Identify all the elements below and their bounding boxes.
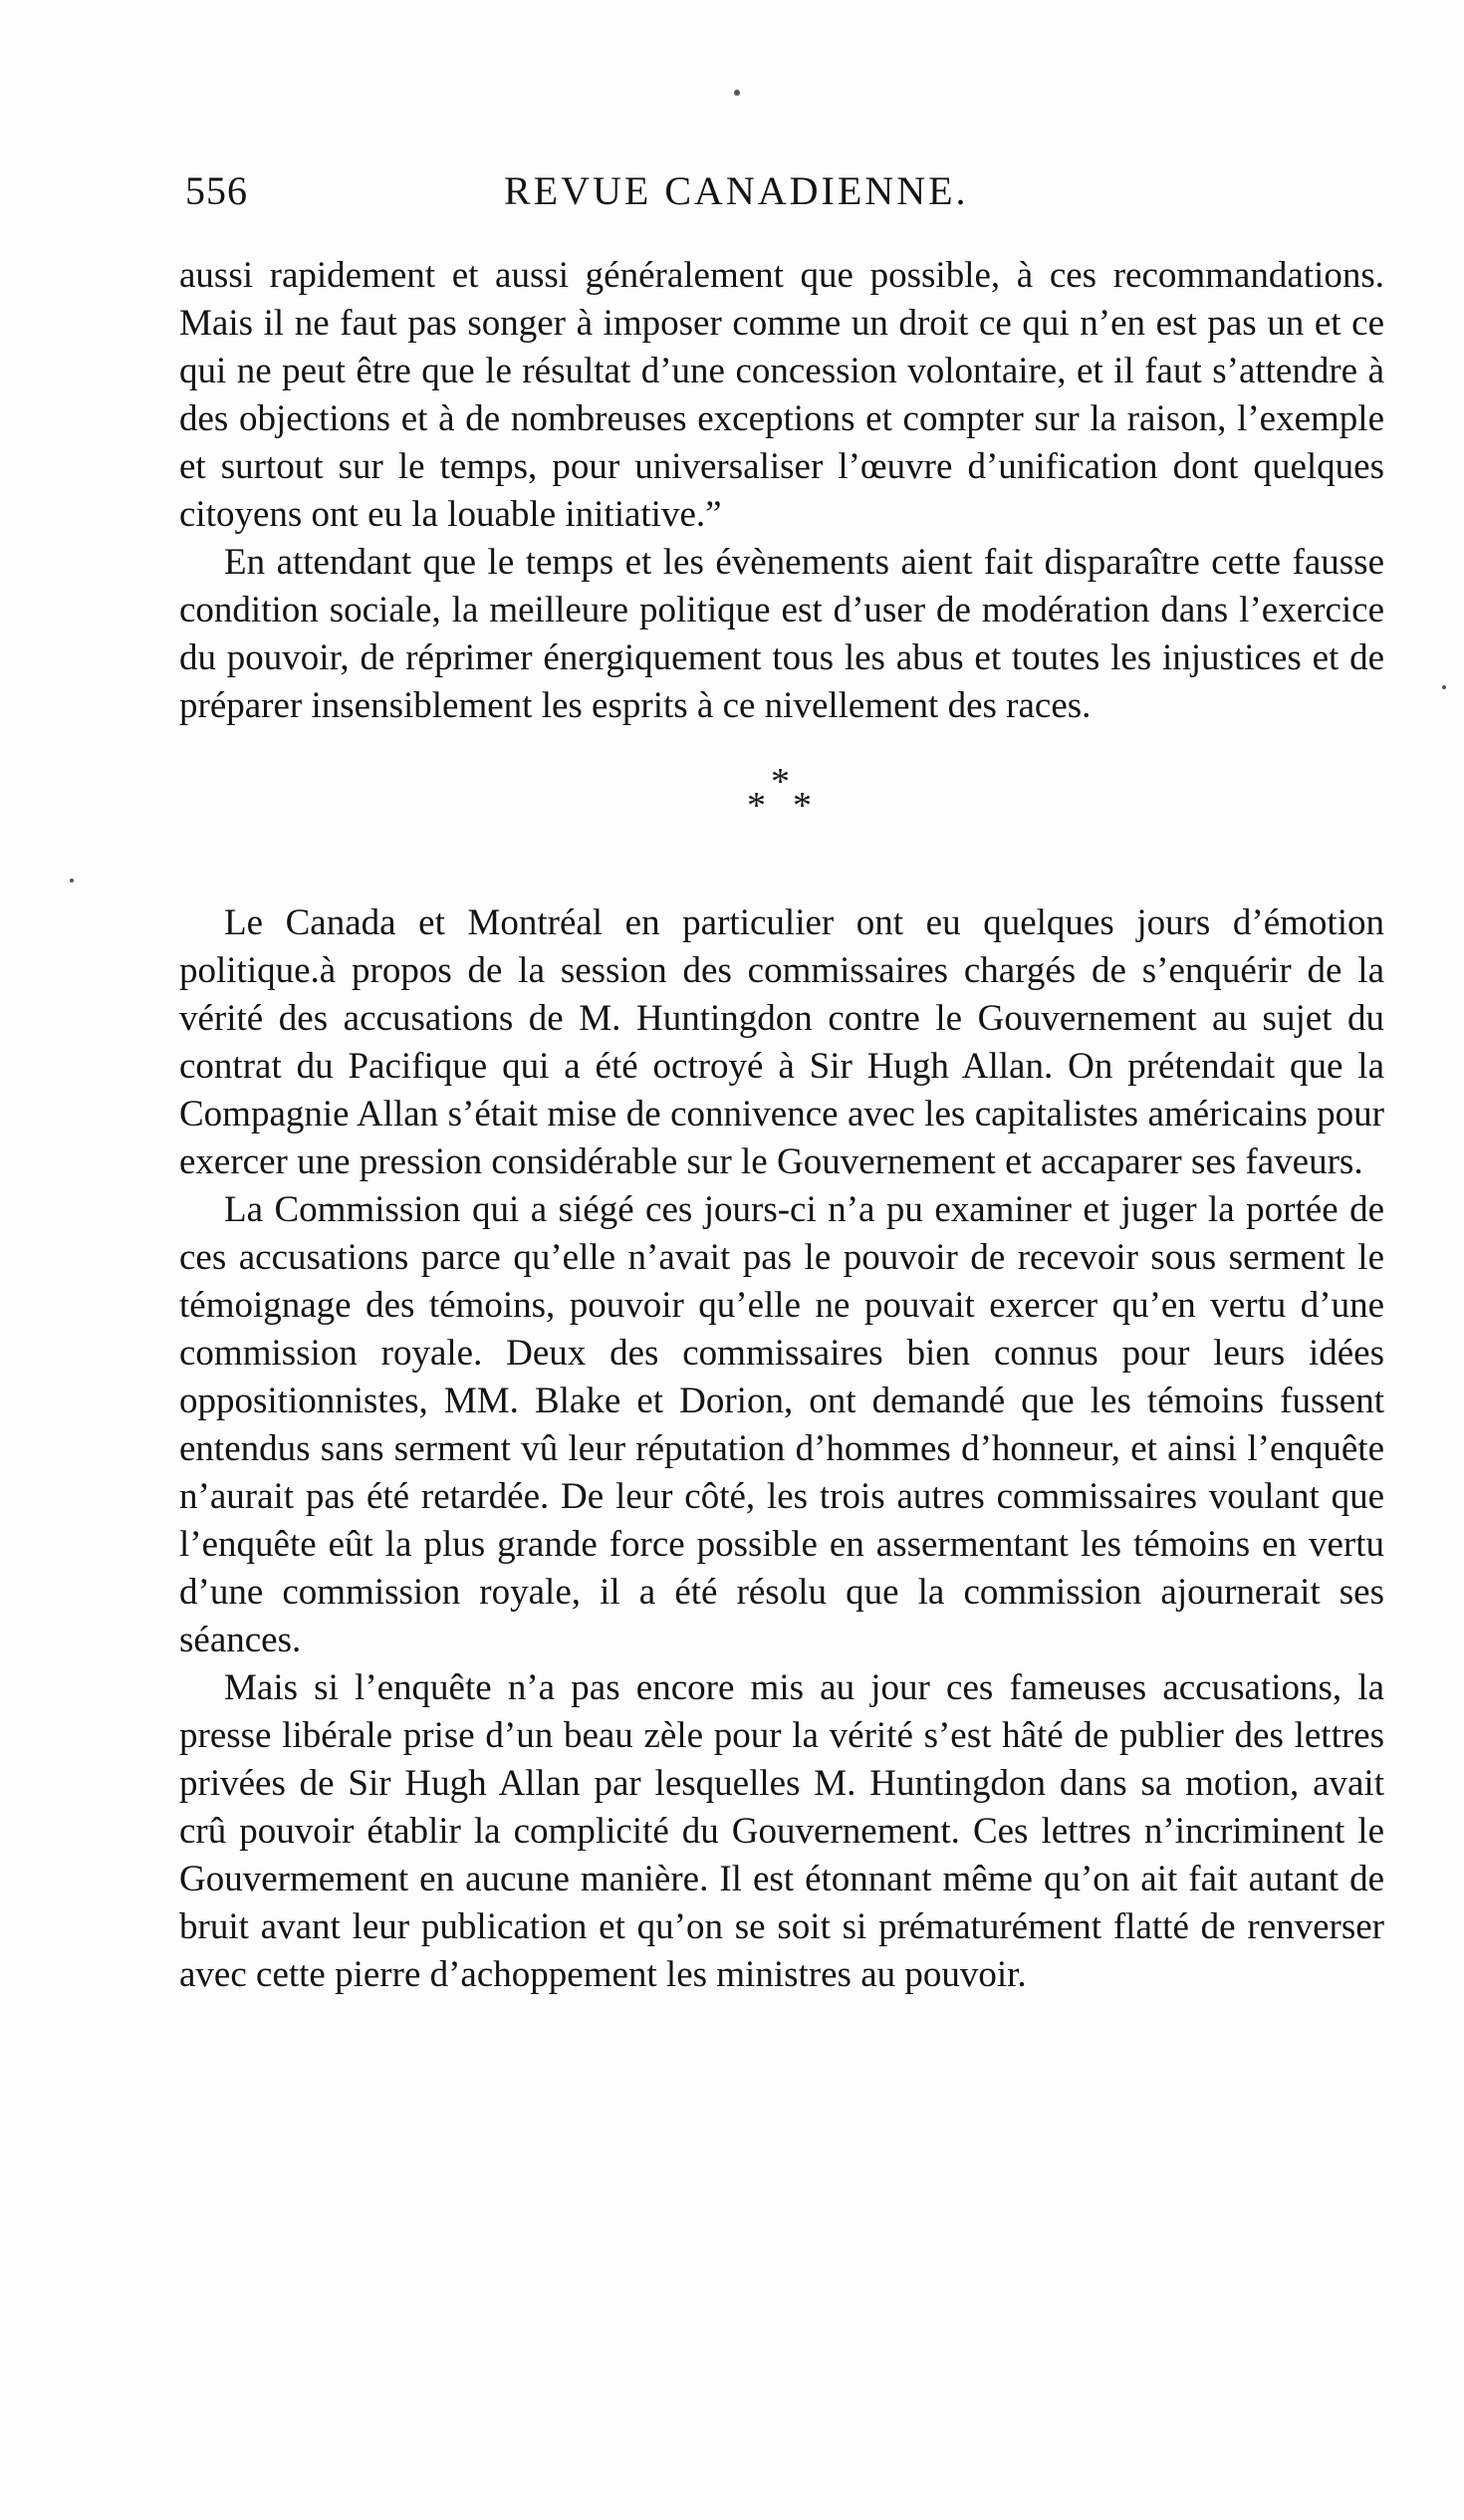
paragraph: Le Canada et Montréal en particulier ont eu quelques jours d’émotion politique.à propos de la session des commissaires chargés de s’enquérir de la vérité des accusations de M. Huntingdon contre le Gouvernement au sujet du contrat du Pacifique qui a été octroyé à Sir Hugh Allan. On prétendait que la Compagnie Allan s’était mise de connivence avec les capitalistes américains pour exercer une pression considérable sur le Gouvernement et accaparer ses faveurs. xyxy=(179,902,1384,1182)
asterism xyxy=(747,761,827,830)
print-speck xyxy=(1442,685,1446,689)
paragraph: En attendant que le temps et les évènements aient fait disparaître cette fausse condition sociale, la meilleure politique est d’user de modération dans l’exercice du pouvoir, de réprimer énergiquement tous les abus et toutes les injustices et de préparer insensiblement les esprits à ce nivellement des races. xyxy=(179,542,1384,726)
paragraph: aussi rapidement et aussi généralement que possible, à ces recommandations. Mais il ne faut pas songer à imposer comme un droit ce qui n’en est pas un et ce qui ne peut être que le résultat d’une concession volontaire, et il faut s’attendre à des objections et à de nombreuses exceptions et compter sur la raison, l’exemple et surtout sur le temps, pour universaliser l’œuvre d’unification dont quelques citoyens ont eu la louable initiative.” xyxy=(179,255,1384,535)
page-number: 556 xyxy=(185,168,248,213)
print-speck xyxy=(734,90,740,96)
page-header xyxy=(185,167,1385,227)
print-speck xyxy=(70,879,74,882)
paragraph: Mais si l’enquête n’a pas encore mis au jour ces fameuses accusations, la presse libérale prise d’un beau zèle pour la vérité s’est hâté de publier des lettres privées de Sir Hugh Allan par lesquelles M. Huntingdon dans sa motion, avait crû pouvoir établir la complicité du Gouvernement. Ces lettres n’incriminent le Gouvermement en aucune manière. Il est étonnant même qu’on ait fait autant de bruit avant leur publication et qu’on se soit si prématurément flatté de renverser avec cette pierre d’achoppement les ministres au pouvoir. xyxy=(179,1667,1384,1995)
section-separator xyxy=(179,730,1384,899)
running-title: REVUE CANADIENNE. xyxy=(504,168,969,213)
asterism-star: * xyxy=(771,761,790,803)
paragraph: La Commission qui a siégé ces jours-ci n’a pu examiner et juger la portée de ces accusations parce qu’elle n’avait pas le pouvoir de recevoir sous serment le témoignage des témoins, pouvoir qu’elle ne pouvait exercer qu’en vertu d’une commission royale. Deux des commissaires bien connus pour leurs idées oppositionnistes, MM. Blake et Dorion, ont demandé que les témoins fussent entendus sans serment vû leur réputation d’hommes d’honneur, et ainsi l’enquête n’aurait pas été retardée. De leur côté, les trois autres commissaires voulant que l’enquête eût la plus grande force possible en assermentant les témoins en vertu d’une commission royale, il a été résolu que la commission ajournerait ses séances. xyxy=(179,1189,1384,1660)
article-body xyxy=(179,252,1384,1999)
asterism-star: * xyxy=(747,785,766,827)
asterism-star: * xyxy=(793,785,812,827)
